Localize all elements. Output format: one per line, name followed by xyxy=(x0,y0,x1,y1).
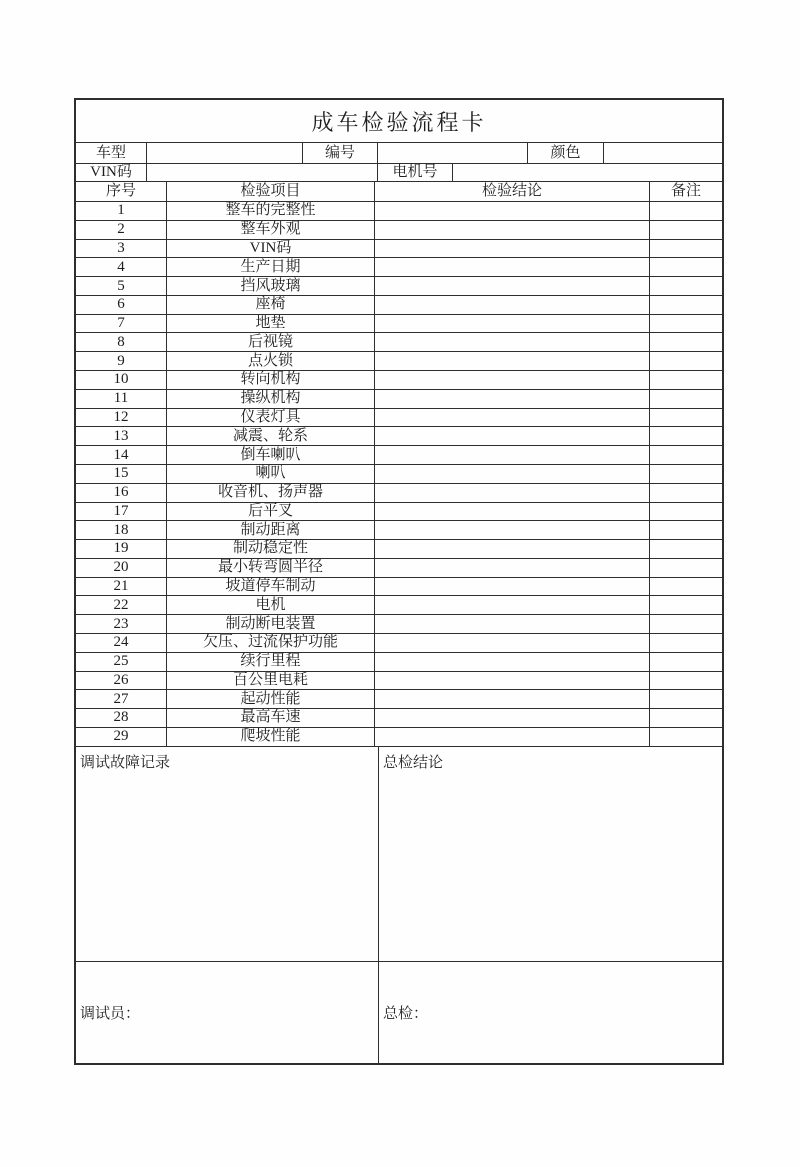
col-header-result: 检验结论 xyxy=(375,182,650,201)
row-item: 点火锁 xyxy=(167,352,375,370)
inspection-row xyxy=(76,296,722,315)
row-result xyxy=(375,559,650,577)
column-header-row xyxy=(76,182,722,202)
inspection-row xyxy=(76,465,722,484)
row-remark xyxy=(650,653,722,671)
row-result xyxy=(375,653,650,671)
row-item: 转向机构 xyxy=(167,371,375,389)
inspection-row xyxy=(76,596,722,615)
col-header-no: 序号 xyxy=(76,182,167,201)
row-no: 12 xyxy=(76,409,167,427)
row-remark xyxy=(650,503,722,521)
row-result xyxy=(375,615,650,633)
row-item: 后视镜 xyxy=(167,333,375,351)
row-no: 17 xyxy=(76,503,167,521)
row-item: 喇叭 xyxy=(167,465,375,483)
row-item: 收音机、扬声器 xyxy=(167,484,375,502)
color-value xyxy=(604,143,722,163)
row-no: 10 xyxy=(76,371,167,389)
motor-number-label: 电机号 xyxy=(378,164,453,181)
row-remark xyxy=(650,615,722,633)
row-item: 电机 xyxy=(167,596,375,614)
debug-fault-record-label: 调试故障记录 xyxy=(80,754,171,771)
row-item: VIN码 xyxy=(167,240,375,258)
inspection-row xyxy=(76,484,722,503)
inspection-row xyxy=(76,634,722,653)
row-result xyxy=(375,465,650,483)
row-result xyxy=(375,296,650,314)
row-remark xyxy=(650,333,722,351)
row-item: 生产日期 xyxy=(167,258,375,276)
debug-fault-record-section xyxy=(76,747,379,961)
vehicle-info-row xyxy=(76,143,722,164)
inspection-row xyxy=(76,202,722,221)
row-no: 13 xyxy=(76,427,167,445)
inspection-row xyxy=(76,672,722,691)
row-no: 19 xyxy=(76,540,167,558)
row-remark xyxy=(650,221,722,239)
row-remark xyxy=(650,709,722,727)
row-remark xyxy=(650,596,722,614)
inspection-row xyxy=(76,352,722,371)
row-result xyxy=(375,690,650,708)
row-no: 4 xyxy=(76,258,167,276)
row-no: 6 xyxy=(76,296,167,314)
row-item: 后平叉 xyxy=(167,503,375,521)
row-item: 制动稳定性 xyxy=(167,540,375,558)
row-result xyxy=(375,503,650,521)
row-remark xyxy=(650,672,722,690)
row-remark xyxy=(650,578,722,596)
row-no: 11 xyxy=(76,390,167,408)
row-remark xyxy=(650,277,722,295)
row-remark xyxy=(650,315,722,333)
row-remark xyxy=(650,202,722,220)
row-no: 9 xyxy=(76,352,167,370)
row-item: 倒车喇叭 xyxy=(167,446,375,464)
row-remark xyxy=(650,427,722,445)
row-result xyxy=(375,371,650,389)
row-result xyxy=(375,709,650,727)
vin-info-row xyxy=(76,164,722,182)
inspection-row xyxy=(76,653,722,672)
row-remark xyxy=(650,390,722,408)
row-remark xyxy=(650,559,722,577)
row-remark xyxy=(650,465,722,483)
row-no: 2 xyxy=(76,221,167,239)
row-no: 20 xyxy=(76,559,167,577)
col-header-item: 检验项目 xyxy=(167,182,375,201)
row-result xyxy=(375,634,650,652)
row-no: 29 xyxy=(76,728,167,746)
row-remark xyxy=(650,690,722,708)
signature-row xyxy=(76,962,722,1064)
number-label: 编号 xyxy=(303,143,378,163)
row-no: 5 xyxy=(76,277,167,295)
row-no: 8 xyxy=(76,333,167,351)
row-result xyxy=(375,390,650,408)
row-result xyxy=(375,240,650,258)
debugger-signature-cell xyxy=(76,962,379,1064)
row-no: 21 xyxy=(76,578,167,596)
row-no: 15 xyxy=(76,465,167,483)
row-no: 1 xyxy=(76,202,167,220)
final-conclusion-section xyxy=(379,747,722,961)
row-no: 27 xyxy=(76,690,167,708)
row-result xyxy=(375,578,650,596)
vehicle-model-value xyxy=(147,143,303,163)
inspection-row xyxy=(76,258,722,277)
row-item: 坡道停车制动 xyxy=(167,578,375,596)
row-remark xyxy=(650,296,722,314)
inspection-row xyxy=(76,221,722,240)
row-remark xyxy=(650,540,722,558)
row-item: 起动性能 xyxy=(167,690,375,708)
row-no: 18 xyxy=(76,521,167,539)
inspection-row xyxy=(76,709,722,728)
card-title: 成车检验流程卡 xyxy=(311,109,487,135)
row-no: 16 xyxy=(76,484,167,502)
row-result xyxy=(375,221,650,239)
row-item: 操纵机构 xyxy=(167,390,375,408)
row-no: 23 xyxy=(76,615,167,633)
row-remark xyxy=(650,409,722,427)
vehicle-model-label: 车型 xyxy=(76,143,147,163)
row-item: 最高车速 xyxy=(167,709,375,727)
inspection-row xyxy=(76,446,722,465)
row-result xyxy=(375,540,650,558)
row-remark xyxy=(650,258,722,276)
row-item: 挡风玻璃 xyxy=(167,277,375,295)
row-item: 仪表灯具 xyxy=(167,409,375,427)
row-result xyxy=(375,596,650,614)
row-item: 整车外观 xyxy=(167,221,375,239)
inspection-row xyxy=(76,503,722,522)
card-title-row xyxy=(76,100,722,143)
row-no: 28 xyxy=(76,709,167,727)
inspection-row xyxy=(76,559,722,578)
number-value xyxy=(378,143,528,163)
inspection-row xyxy=(76,578,722,597)
inspection-card xyxy=(74,98,724,1065)
vin-label: VIN码 xyxy=(76,164,147,181)
row-remark xyxy=(650,240,722,258)
inspection-row xyxy=(76,615,722,634)
row-item: 制动断电装置 xyxy=(167,615,375,633)
row-result xyxy=(375,427,650,445)
row-item: 爬坡性能 xyxy=(167,728,375,746)
inspection-row xyxy=(76,277,722,296)
final-conclusion-label: 总检结论 xyxy=(383,754,444,771)
row-result xyxy=(375,409,650,427)
row-item: 最小转弯圆半径 xyxy=(167,559,375,577)
record-section-row xyxy=(76,747,722,962)
inspection-row xyxy=(76,333,722,352)
row-result xyxy=(375,333,650,351)
row-item: 续行里程 xyxy=(167,653,375,671)
inspection-row xyxy=(76,390,722,409)
inspection-row xyxy=(76,409,722,428)
row-result xyxy=(375,258,650,276)
row-item: 制动距离 xyxy=(167,521,375,539)
row-item: 地垫 xyxy=(167,315,375,333)
row-item: 百公里电耗 xyxy=(167,672,375,690)
row-item: 欠压、过流保护功能 xyxy=(167,634,375,652)
row-remark xyxy=(650,371,722,389)
row-no: 7 xyxy=(76,315,167,333)
row-result xyxy=(375,277,650,295)
row-no: 22 xyxy=(76,596,167,614)
inspection-row xyxy=(76,240,722,259)
row-remark xyxy=(650,634,722,652)
motor-number-value xyxy=(453,164,722,181)
final-inspector-signature-cell xyxy=(379,962,722,1064)
inspection-row xyxy=(76,521,722,540)
color-label: 颜色 xyxy=(528,143,604,163)
vin-value xyxy=(147,164,378,181)
inspection-row xyxy=(76,427,722,446)
row-no: 26 xyxy=(76,672,167,690)
row-remark xyxy=(650,484,722,502)
row-result xyxy=(375,352,650,370)
row-no: 25 xyxy=(76,653,167,671)
row-result xyxy=(375,728,650,746)
row-remark xyxy=(650,728,722,746)
row-result xyxy=(375,484,650,502)
row-item: 整车的完整性 xyxy=(167,202,375,220)
col-header-remark: 备注 xyxy=(670,183,701,199)
inspection-row xyxy=(76,540,722,559)
final-inspector-signature-label: 总检： xyxy=(383,1005,429,1022)
debugger-signature-label: 调试员： xyxy=(80,1005,141,1022)
inspection-row xyxy=(76,315,722,334)
row-remark xyxy=(650,446,722,464)
row-result xyxy=(375,202,650,220)
row-item: 座椅 xyxy=(167,296,375,314)
row-remark xyxy=(650,521,722,539)
row-no: 3 xyxy=(76,240,167,258)
row-remark xyxy=(650,352,722,370)
row-result xyxy=(375,315,650,333)
row-result xyxy=(375,672,650,690)
inspection-row xyxy=(76,371,722,390)
row-result xyxy=(375,446,650,464)
row-result xyxy=(375,521,650,539)
inspection-row xyxy=(76,690,722,709)
row-item: 减震、轮系 xyxy=(167,427,375,445)
row-no: 14 xyxy=(76,446,167,464)
inspection-rows xyxy=(76,202,722,747)
row-no: 24 xyxy=(76,634,167,652)
inspection-row xyxy=(76,728,722,747)
